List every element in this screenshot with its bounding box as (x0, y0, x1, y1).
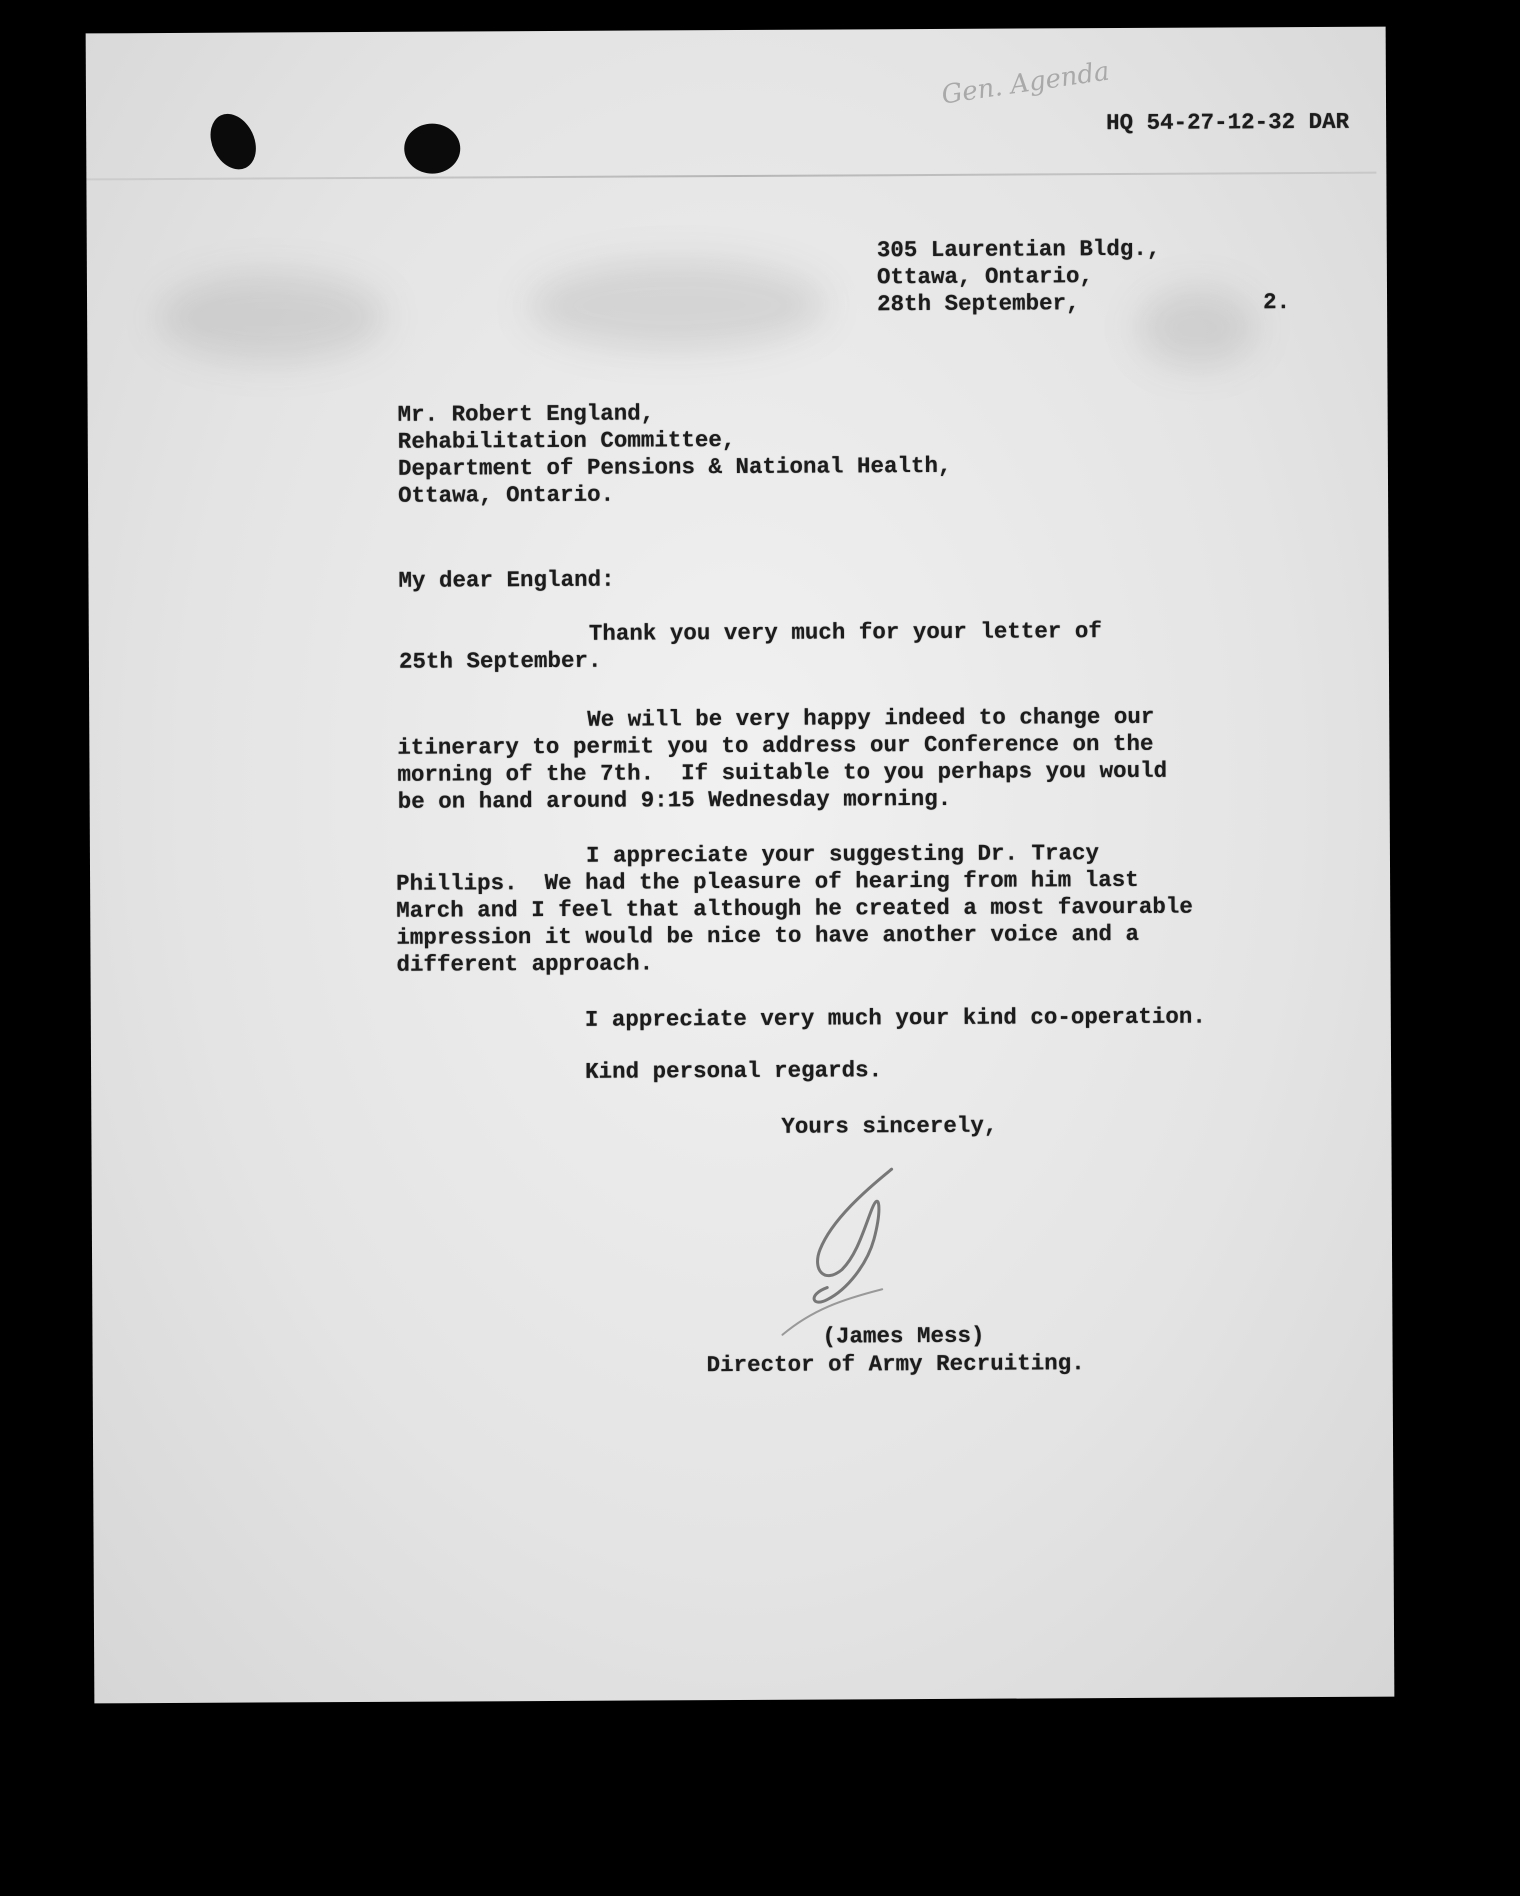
salutation: My dear England: (398, 566, 615, 594)
punch-hole (404, 123, 460, 173)
smudge (157, 272, 387, 363)
paragraph-line: Thank you very much for your letter of (588, 618, 1102, 647)
recipient-address (398, 399, 952, 510)
paragraph-line: be on hand around 9:15 Wednesday morning. (397, 785, 952, 815)
recipient-line: Ottawa, Ontario. (397, 481, 615, 509)
paragraph-2 (397, 704, 1167, 816)
punch-hole (202, 106, 265, 176)
sender-address-line: 305 Laurentian Bldg., (876, 235, 1161, 264)
paragraph-line: impression it would be nice to have another voice and a (396, 920, 1140, 951)
paragraph-line: 25th September. (398, 647, 602, 675)
recipient-name: Mr. Robert England, (397, 400, 655, 428)
sender-address-line: Ottawa, Ontario, (876, 263, 1094, 291)
recipient-line: Rehabilitation Committee, (397, 427, 736, 455)
paragraph-4: I appreciate very much your kind co-operation. (584, 1003, 1206, 1033)
paragraph-line: different approach. (396, 950, 654, 978)
paragraph-line: I appreciate your suggesting Dr. Tracy (585, 840, 1100, 869)
paragraph-line: March and I feel that although he created a most favourable (396, 893, 1193, 924)
sender-address (877, 236, 1161, 318)
complimentary-closing: Yours sincerely, (781, 1112, 998, 1140)
handwritten-signature (771, 1149, 952, 1350)
smudge (527, 260, 827, 352)
paragraph-line: We will be very happy indeed to change our (587, 703, 1155, 733)
signature-stroke (813, 1169, 892, 1302)
signature-name: (James Mess) (822, 1322, 985, 1350)
paragraph-3 (396, 840, 1193, 979)
page-number: 2. (1262, 289, 1291, 316)
file-reference: HQ 54-27-12-32 DAR (1106, 108, 1350, 137)
paragraph-line: itinerary to permit you to address our Conference on the (397, 730, 1154, 761)
letter-page (86, 27, 1395, 1704)
recipient-line: Department of Pensions & National Health, (397, 452, 952, 482)
paragraph-1 (399, 618, 1102, 676)
sender-date: 28th September, (876, 290, 1080, 318)
signature-title: Director of Army Recruiting. (706, 1350, 1085, 1379)
paragraph-line: Phillips. We had the pleasure of hearing from him last (396, 866, 1139, 897)
closing-regards: Kind personal regards. (585, 1057, 883, 1085)
paper-fold-line (86, 172, 1376, 181)
pencil-annotation: Gen. Agenda (939, 56, 1112, 111)
paragraph-line: morning of the 7th. If suitable to you perhaps you would (397, 757, 1168, 788)
